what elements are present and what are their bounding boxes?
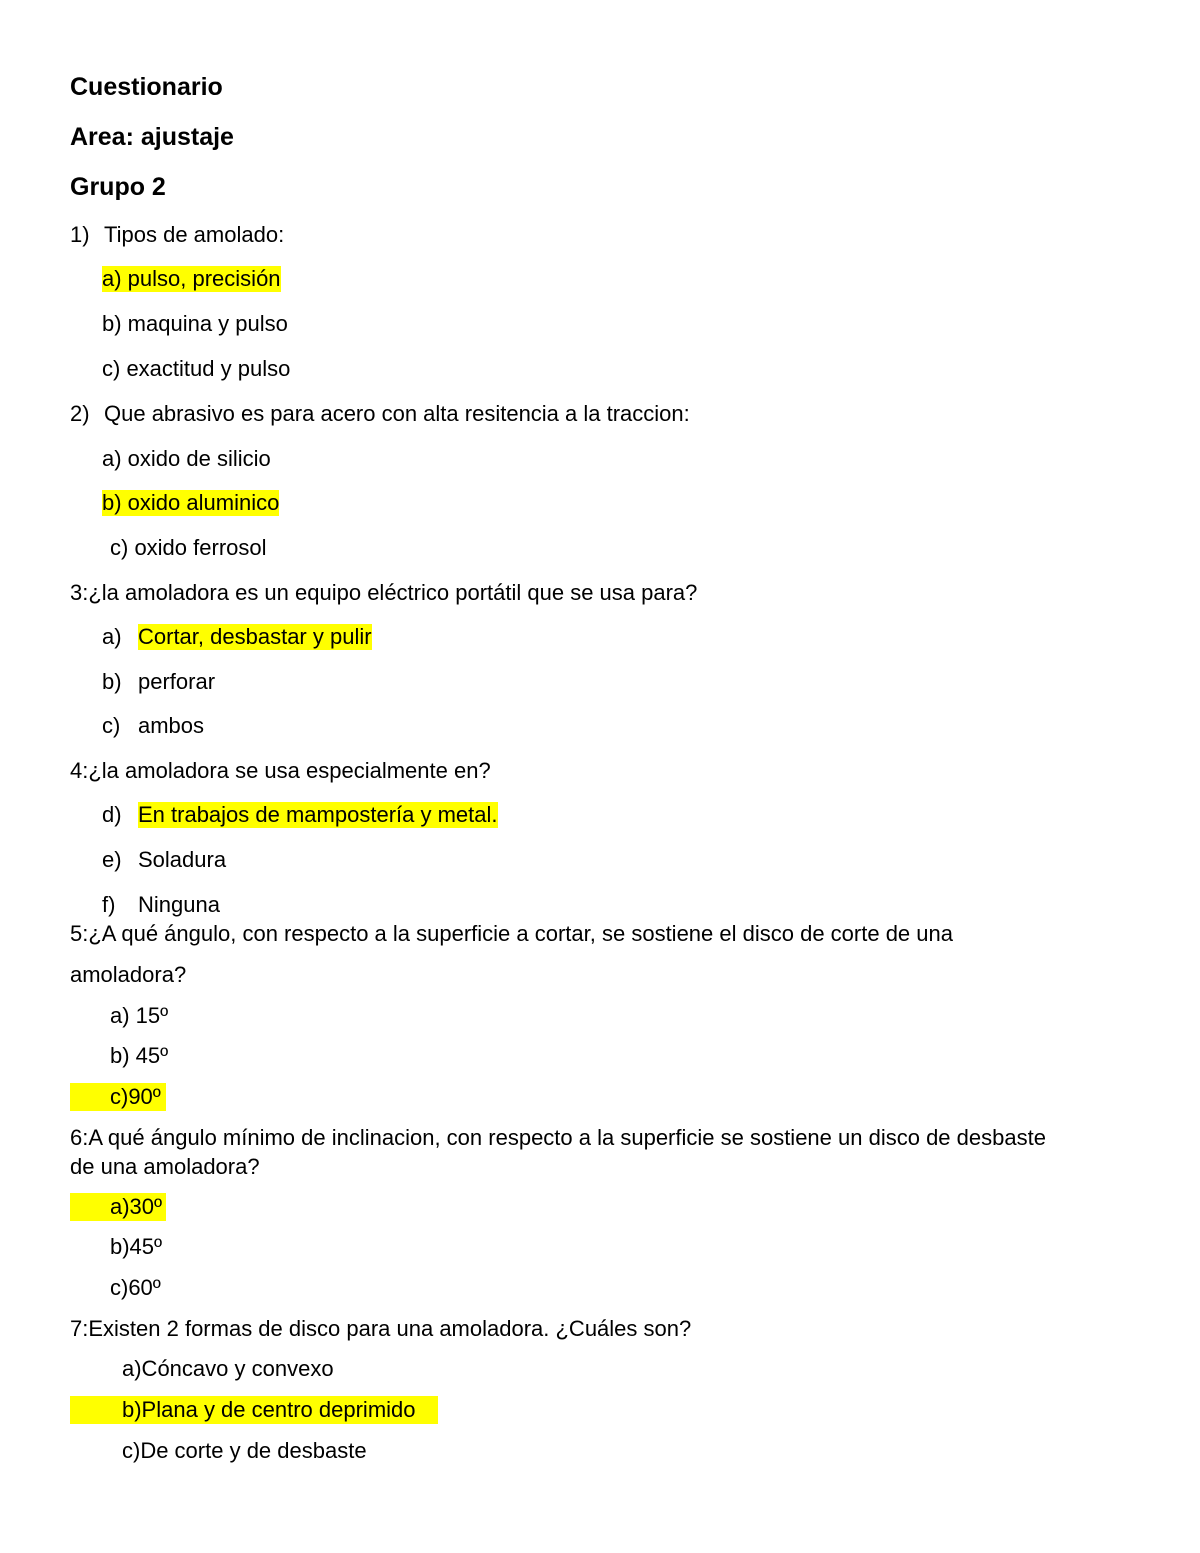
q3-option-c-letter: c) bbox=[102, 713, 121, 738]
q7-option-c: c)De corte y de desbaste bbox=[122, 1438, 367, 1463]
q1-option-c: c) exactitud y pulso bbox=[102, 356, 291, 381]
q3-option-a-correct: Cortar, desbastar y pulir bbox=[138, 624, 372, 649]
q1-number: 1) bbox=[70, 222, 90, 247]
q6-option-b: b)45º bbox=[110, 1234, 163, 1259]
q2-option-b-correct: b) oxido aluminico bbox=[102, 490, 280, 515]
q3-option-a-letter: a) bbox=[102, 624, 122, 649]
q2-text: Que abrasivo es para acero con alta resitencia a la traccion: bbox=[104, 401, 690, 426]
q4-option-f: Ninguna bbox=[138, 892, 220, 917]
q5-option-b: b) 45º bbox=[110, 1043, 169, 1068]
q4-option-e-letter: e) bbox=[102, 847, 122, 872]
q1-text: Tipos de amolado: bbox=[104, 222, 285, 247]
q3-text: 3:¿la amoladora es un equipo eléctrico portátil que se usa para? bbox=[70, 580, 698, 605]
q5-text-line1: 5:¿A qué ángulo, con respecto a la superficie a cortar, se sostiene el disco de corte de una bbox=[70, 921, 953, 946]
q3-option-b-letter: b) bbox=[102, 669, 122, 694]
q7-option-a: a)Cóncavo y convexo bbox=[122, 1356, 334, 1381]
q6-text-line1: 6:A qué ángulo mínimo de inclinacion, con respecto a la superficie se sostiene un disco de desbaste bbox=[70, 1125, 1046, 1150]
q2-option-a: a) oxido de silicio bbox=[102, 446, 271, 471]
q4-text: 4:¿la amoladora se usa especialmente en? bbox=[70, 758, 491, 783]
q6-text-line2: de una amoladora? bbox=[70, 1154, 260, 1179]
q2-number: 2) bbox=[70, 401, 90, 426]
q1-option-b: b) maquina y pulso bbox=[102, 311, 288, 336]
q4-option-d-letter: d) bbox=[102, 802, 122, 827]
q4-option-e: Soladura bbox=[138, 847, 227, 872]
q3-option-b: perforar bbox=[138, 669, 216, 694]
q5-option-c-correct: c)90º bbox=[110, 1084, 161, 1109]
q5-option-a: a) 15º bbox=[110, 1003, 169, 1028]
q6-option-a-correct: a)30º bbox=[110, 1194, 163, 1219]
q2-option-c: c) oxido ferrosol bbox=[110, 535, 267, 560]
q5-text-line2: amoladora? bbox=[70, 962, 187, 987]
q7-option-b-correct: b)Plana y de centro deprimido bbox=[122, 1397, 416, 1422]
q6-option-c: c)60º bbox=[110, 1275, 161, 1300]
q4-option-f-letter: f) bbox=[102, 892, 116, 917]
q3-option-c: ambos bbox=[138, 713, 205, 738]
document-title: Cuestionario bbox=[70, 73, 223, 101]
group-heading: Grupo 2 bbox=[70, 173, 166, 201]
area-heading: Area: ajustaje bbox=[70, 123, 234, 151]
q1-option-a-correct: a) pulso, precisión bbox=[102, 266, 281, 291]
q4-option-d-correct: En trabajos de mampostería y metal. bbox=[138, 802, 498, 827]
q7-text: 7:Existen 2 formas de disco para una amoladora. ¿Cuáles son? bbox=[70, 1316, 692, 1341]
